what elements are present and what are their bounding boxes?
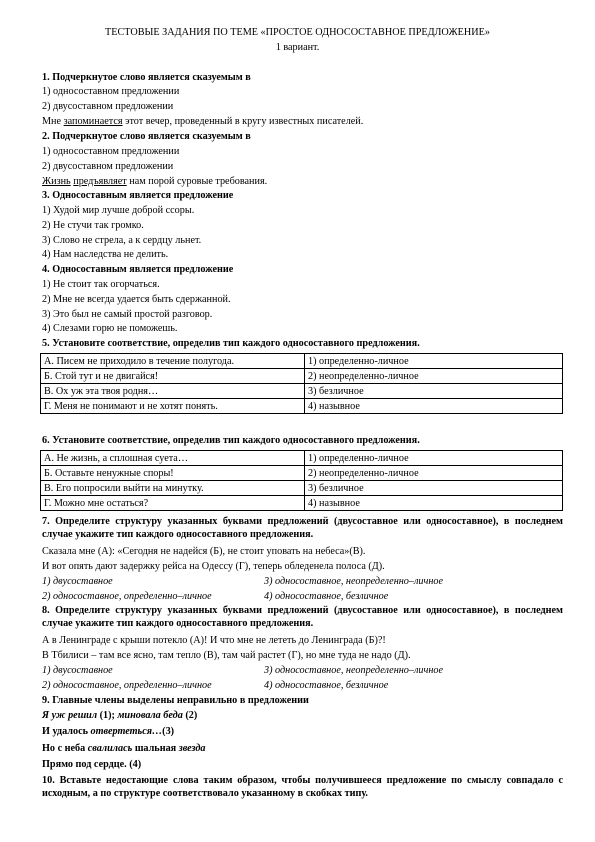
- q7-answer-1: 1) двусоставное: [42, 576, 113, 587]
- q1-underlined-word: запоминается: [63, 116, 123, 127]
- q3-option-2: 2) Не стучи так громко.: [42, 220, 144, 231]
- q10-question: 10. Вставьте недостающие слова таким образом, чтобы получившееся предложение по смыслу совпадало с исходным, а по структуре соответствовало указанному в скобках типу.: [42, 775, 563, 799]
- q4-option-4: 4) Слезами горю не поможешь.: [42, 323, 178, 334]
- q1-option-2: 2) двусоставном предложении: [42, 101, 174, 112]
- q1-option-1: 1) односоставном предложении: [42, 86, 180, 97]
- table-row: [41, 384, 563, 399]
- q9-line-3-text: Но с неба: [42, 743, 88, 754]
- q9-predicate-2: миновала беда: [117, 710, 183, 721]
- q3-option-3: 3) Слово не стрела, а к сердцу льнет.: [42, 235, 202, 246]
- q9-line-2: [42, 725, 174, 738]
- q2-underlined-word: предъявляет: [73, 176, 127, 187]
- q9-marker-3: (3): [162, 726, 175, 737]
- q6-left-a: А. Не жизнь, а сплошная суета…: [41, 451, 305, 466]
- table-row: [41, 354, 563, 369]
- q4-option-2: 2) Мне не всегда удается быть сдержанной.: [42, 294, 231, 305]
- q1-sentence: [42, 115, 363, 128]
- q8-text-line-2: В Тбилиси – там все ясно, там тепло (В), там чай растет (Г), но мне туда не надо (Д).: [42, 650, 411, 661]
- q6-question: 6. Установите соответствие, определив тип каждого односоставного предложения.: [42, 435, 420, 446]
- table-row: [41, 451, 563, 466]
- q8-question: 8. Определите структуру указанных буквами предложений (двусоставное или односоставное), в последнем случае укажите тип каждого односоставного предложения.: [42, 605, 563, 629]
- q9-line-2-text: И удалось: [42, 726, 91, 737]
- q6-right-3: 3) безличное: [305, 481, 563, 496]
- q7-question: 7. Определите структуру указанных буквами предложений (двусоставное или односоставное), в последнем случае укажите тип каждого односоставного предложения.: [42, 516, 563, 540]
- table-row: [41, 466, 563, 481]
- q5-left-a: А. Писем не приходило в течение полугода.: [41, 354, 305, 369]
- q1-question: 1. Подчеркнутое слово является сказуемым в: [42, 72, 251, 83]
- q2-option-2: 2) двусоставном предложении: [42, 161, 174, 172]
- q5-question: 5. Установите соответствие, определив тип каждого односоставного предложения.: [42, 338, 420, 349]
- q3-option-4: 4) Нам наследства не делить.: [42, 249, 169, 260]
- q8-answer-3: 3) односоставное, неопределенно–личное: [264, 665, 444, 676]
- q6-left-b: Б. Оставьте ненужные споры!: [41, 466, 305, 481]
- q9-marker-2: (2): [182, 710, 198, 721]
- q9-predicate-1: Я уж решил: [42, 710, 98, 721]
- q1-text-after: этот вечер, проведенный в кругу известных писателей.: [122, 116, 364, 127]
- q8-answer-4: 4) односоставное, безличное: [264, 680, 389, 691]
- q6-right-1: 1) определенно-личное: [305, 451, 563, 466]
- q2-question: 2. Подчеркнутое слово является сказуемым в: [42, 131, 251, 142]
- q3-option-1: 1) Худой мир лучше доброй ссоры.: [42, 205, 195, 216]
- q9-marker-1: (1);: [97, 710, 118, 721]
- q2-sentence: [42, 175, 267, 188]
- variant-label: 1 вариант.: [275, 42, 320, 53]
- q8-answer-2: 2) односоставное, определенно–личное: [42, 680, 212, 691]
- q3-question: 3. Односоставным является предложение: [42, 190, 234, 201]
- q4-option-1: 1) Не стоит так огорчаться.: [42, 279, 160, 290]
- q9-line-1: [42, 709, 197, 722]
- q6-right-2: 2) неопределенно-личное: [305, 466, 563, 481]
- q5-left-d: Г. Меня не понимают и не хотят понять.: [41, 399, 305, 414]
- q5-right-1: 1) определенно-личное: [305, 354, 563, 369]
- q7-answer-2: 2) односоставное, определенно–личное: [42, 591, 212, 602]
- q9-question: 9. Главные члены выделены неправильно в предложении: [42, 695, 309, 706]
- table-row: [41, 481, 563, 496]
- table-row: [41, 369, 563, 384]
- q8-text-line-1: А в Ленинграде с крыши потекло (А)! И что мне не лететь до Ленинграда (Б)?!: [42, 635, 386, 646]
- q9-line-3-mid: шальная: [132, 743, 179, 754]
- q6-left-c: В. Его попросили выйти на минутку.: [41, 481, 305, 496]
- q6-match-table: [40, 450, 563, 511]
- q4-option-3: 3) Это был не самый простой разговор.: [42, 309, 213, 320]
- q4-question: 4. Односоставным является предложение: [42, 264, 234, 275]
- q9-predicate-3: отвертеться…: [90, 726, 163, 737]
- q5-left-b: Б. Стой тут и не двигайся!: [41, 369, 305, 384]
- q9-subject-4: звезда: [178, 743, 206, 754]
- q9-predicate-4: свалилась: [87, 743, 133, 754]
- q5-match-table: [40, 353, 563, 414]
- q7-answer-4: 4) односоставное, безличное: [264, 591, 389, 602]
- q7-text-line-1: Сказала мне (А): «Сегодня не надейся (Б), не стоит уповать на небеса»(В).: [42, 546, 366, 557]
- q6-right-4: 4) назывное: [305, 496, 563, 511]
- table-row: [41, 399, 563, 414]
- q7-text-line-2: И вот опять дают задержку рейса на Одессу (Г), теперь обледенела полоса (Д).: [42, 561, 385, 572]
- q1-text-before: Мне: [42, 116, 64, 127]
- q5-right-2: 2) неопределенно-личное: [305, 369, 563, 384]
- table-row: [41, 496, 563, 511]
- q5-right-4: 4) назывное: [305, 399, 563, 414]
- q2-option-1: 1) односоставном предложении: [42, 146, 180, 157]
- q6-left-d: Г. Можно мне остаться?: [41, 496, 305, 511]
- document-title: ТЕСТОВЫЕ ЗАДАНИЯ ПО ТЕМЕ «ПРОСТОЕ ОДНОСОСТАВНОЕ ПРЕДЛОЖЕНИЕ»: [105, 27, 490, 38]
- q7-answer-3: 3) односоставное, неопределенно–личное: [264, 576, 444, 587]
- q5-left-c: В. Ох уж эта твоя родня…: [41, 384, 305, 399]
- q2-underlined-subject: Жизнь: [42, 176, 71, 187]
- q9-line-4: Прямо под сердце. (4): [42, 759, 142, 770]
- q2-text-after: нам порой суровые требования.: [126, 176, 268, 187]
- q9-line-3: [42, 742, 206, 755]
- q5-right-3: 3) безличное: [305, 384, 563, 399]
- q8-answer-1: 1) двусоставное: [42, 665, 113, 676]
